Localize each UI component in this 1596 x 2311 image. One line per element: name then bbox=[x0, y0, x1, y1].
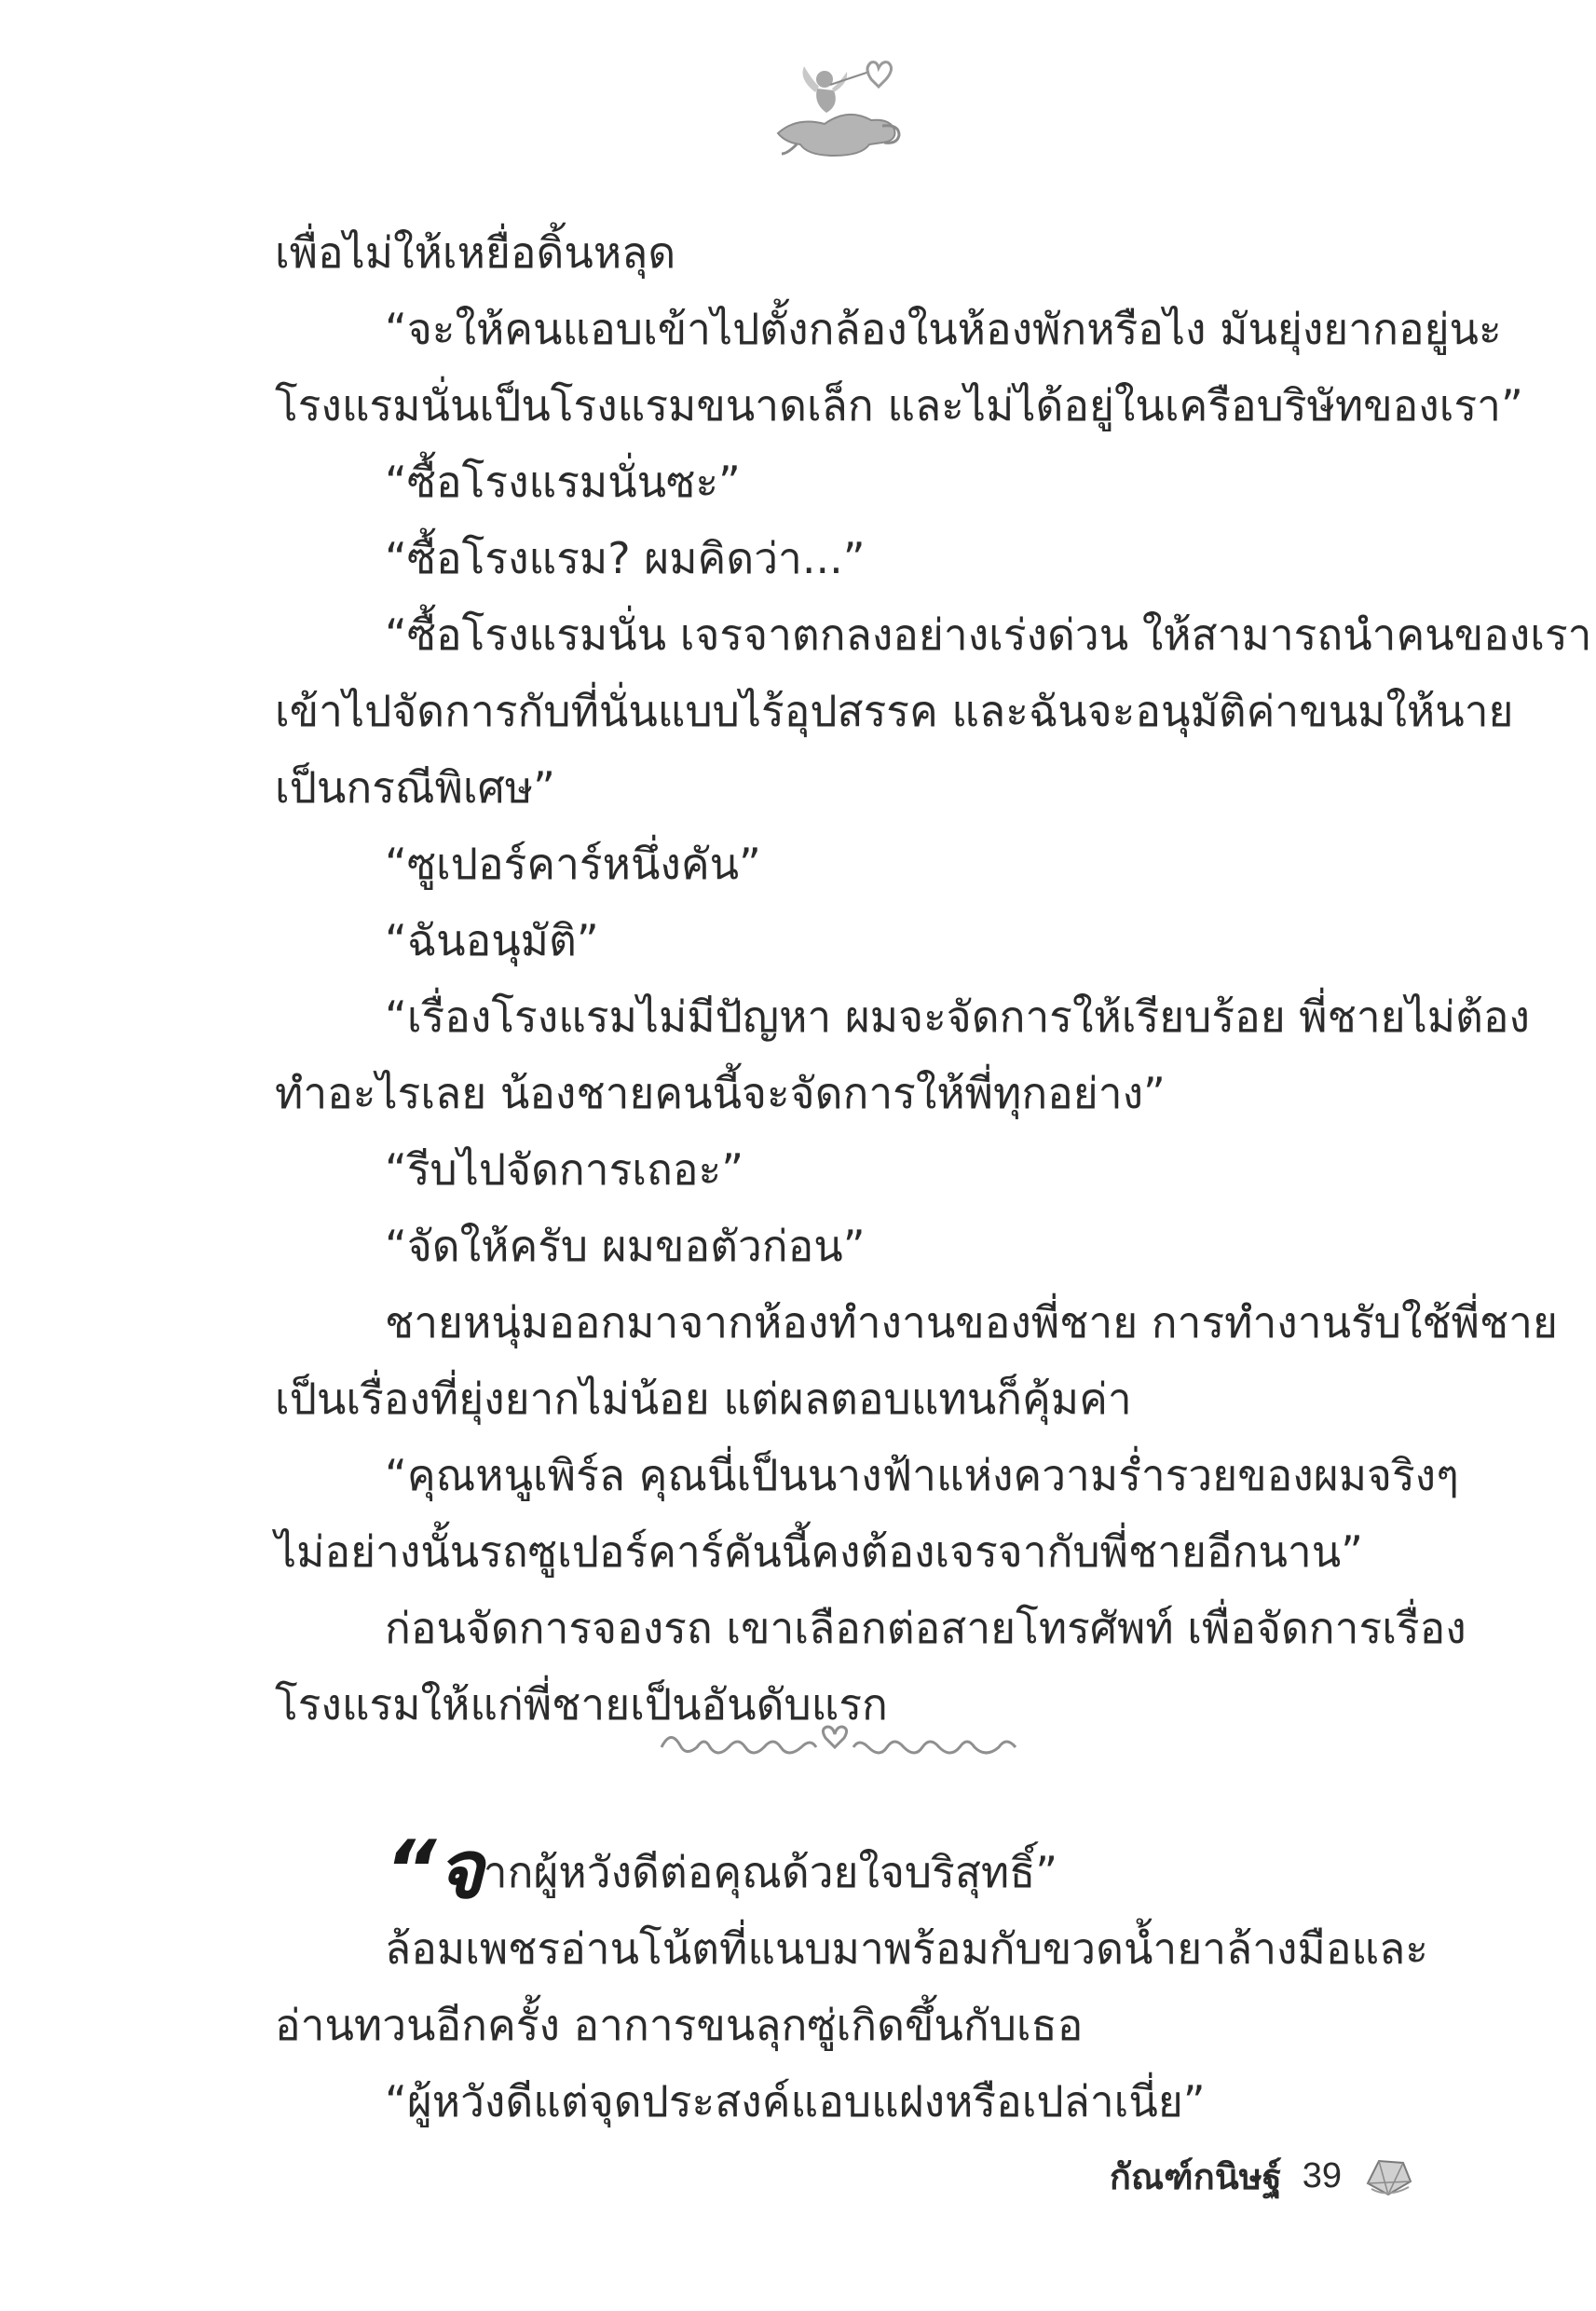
section-two-text bbox=[275, 1817, 1429, 2140]
dropcap-rest-text: ากผู้หวังดีต่อคุณด้วยใจบริสุทธิ์” bbox=[483, 1847, 1058, 1897]
text-line: “ฉันอนุมัติ” bbox=[385, 915, 599, 965]
text-line: เข้าไปจัดการกับที่นั่นแบบไร้อุปสรรค และฉันจะอนุมัติค่าขนมให้นาย bbox=[275, 686, 1514, 736]
text-line: “คุณหนูเพิร์ล คุณนี่เป็นนางฟ้าแห่งความร่ำรวยของผมจริงๆ bbox=[385, 1450, 1459, 1500]
text-line: เป็นเรื่องที่ยุ่งยากไม่น้อย แต่ผลตอบแทนก็คุ้มค่า bbox=[275, 1374, 1132, 1424]
text-line: เป็นกรณีพิเศษ” bbox=[275, 762, 555, 813]
text-line: “ซูเปอร์คาร์หนึ่งคัน” bbox=[385, 839, 761, 889]
text-line: “จะให้คนแอบเข้าไปตั้งกล้องในห้องพักหรือไง มันยุ่งยากอยู่นะ bbox=[385, 304, 1502, 354]
section-two-lines bbox=[275, 1910, 1429, 2140]
text-line: ไม่อย่างนั้นรถซูเปอร์คาร์คันนี้คงต้องเจรจากับพี่ชายอีกนาน” bbox=[275, 1526, 1363, 1577]
text-line: “ซื้อโรงแรมนั่นซะ” bbox=[385, 457, 741, 507]
body-text bbox=[275, 214, 1592, 1743]
page-number: 39 bbox=[1302, 2156, 1342, 2195]
text-line: เพื่อไม่ให้เหยื่อดิ้นหลุด bbox=[275, 227, 676, 278]
text-line: “จัดให้ครับ ผมขอตัวก่อน” bbox=[385, 1221, 866, 1271]
page-footer bbox=[1110, 2148, 1414, 2205]
cupid-teapot-ornament-icon bbox=[759, 51, 908, 163]
text-line: อ่านทวนอีกครั้ง อาการขนลุกซู่เกิดขึ้นกับเธอ bbox=[275, 2000, 1084, 2050]
dropcap-letter: “จ bbox=[385, 1824, 484, 1917]
text-line: ทำอะไรเลย น้องชายคนนี้จะจัดการให้พี่ทุกอย่าง” bbox=[275, 1068, 1166, 1118]
text-line: ชายหนุ่มออกมาจากห้องทำงานของพี่ชาย การทำงานรับใช้พี่ชาย bbox=[385, 1297, 1558, 1347]
dropcap-paragraph bbox=[275, 1817, 1412, 1917]
book-title: กัณฑ์กนิษฐ์ bbox=[1109, 2156, 1282, 2197]
text-line: โรงแรมนั่นเป็นโรงแรมขนาดเล็ก และไม่ได้อยู่ในเครือบริษัทของเรา” bbox=[275, 380, 1523, 431]
text-line: “ซื้อโรงแรมนั่น เจรจาตกลงอย่างเร่งด่วน ให้สามารถนำคนของเรา bbox=[385, 609, 1592, 660]
text-line: “ผู้หวังดีแต่จุดประสงค์แอบแฝงหรือเปล่าเนี่ย” bbox=[385, 2076, 1206, 2126]
text-line: “รีบไปจัดการเถอะ” bbox=[385, 1144, 744, 1195]
text-line: “ซื้อโรงแรม? ผมคิดว่า...” bbox=[385, 533, 866, 583]
text-line: โรงแรมให้แก่พี่ชายเป็นอันดับแรก bbox=[275, 1679, 888, 1730]
text-line: ก่อนจัดการจองรถ เขาเลือกต่อสายโทรศัพท์ เพื่อจัดการเรื่อง bbox=[385, 1603, 1466, 1653]
text-line: ล้อมเพชรอ่านโน้ตที่แนบมาพร้อมกับขวดน้ำยาล้างมือและ bbox=[385, 1923, 1429, 1974]
diamond-icon bbox=[1362, 2155, 1414, 2198]
text-line: “เรื่องโรงแรมไม่มีปัญหา ผมจะจัดการให้เรียบร้อย พี่ชายไม่ต้อง bbox=[385, 991, 1531, 1042]
heart-swirl-divider-icon bbox=[652, 1710, 1025, 1775]
